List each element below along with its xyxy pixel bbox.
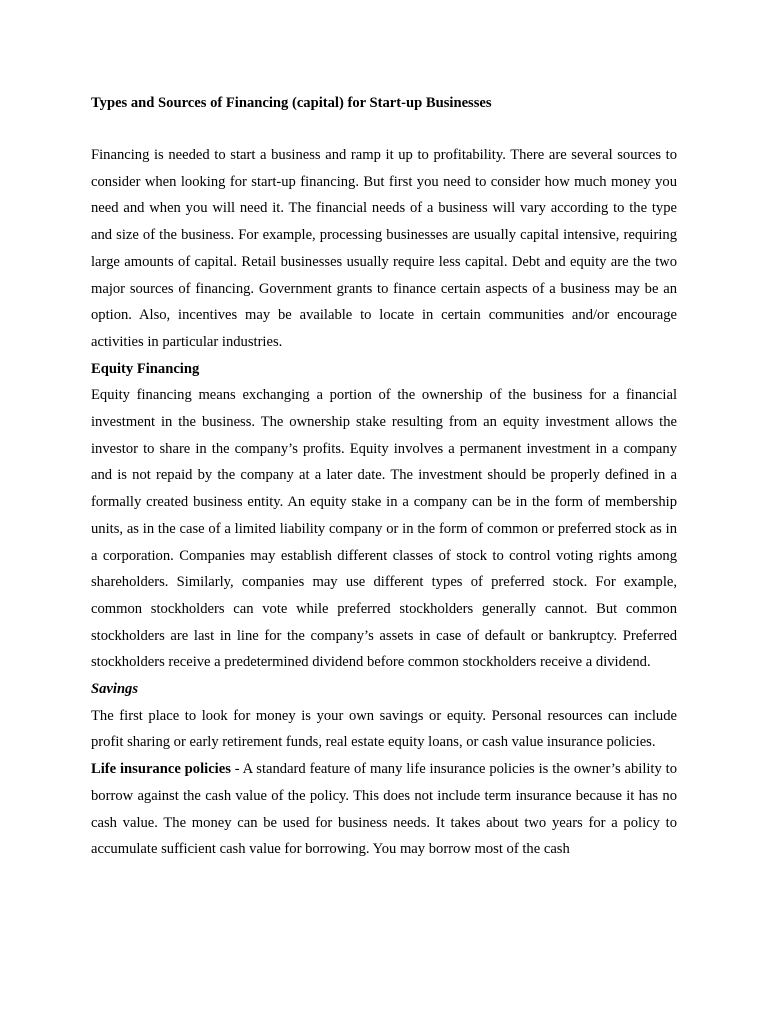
savings-paragraph: The first place to look for money is your own savings or equity. Personal resources can include profit sharing or early retirement funds, real estate equity loans, or cash value insurance policies. [91,707,677,751]
life-insurance-label: Life insurance policies [91,761,231,778]
document-body [91,90,677,863]
document-title: Types and Sources of Financing (capital) for Start-up Businesses [91,95,492,111]
savings-heading: Savings [91,681,139,698]
life-insurance-text: - A standard feature of many life insurance policies is the owner’s ability to borrow against the cash value of the policy. This does not include term insurance because it has no cash value. The money can be used for business needs. It takes about two years for a policy to accumulate sufficient cash value for borrowing. You may borrow most of the cash [91,761,678,858]
equity-financing-paragraph: Equity financing means exchanging a portion of the ownership of the business for a financial investment in the business. The ownership stake resulting from an equity investment allows the investor to share in the company’s profits. Equity involves a permanent investment in a company and is not repaid by the company at a later date. The investment should be properly defined in a formally created business entity. An equity stake in a company can be in the form of membership units, as in the case of a limited liability company or in the form of common or preferred stock as in a corporation. Companies may establish different classes of stock to control voting rights among shareholders. Similarly, companies may use different types of preferred stock. For example, common stockholders can vote while preferred stockholders generally cannot. But common stockholders are last in line for the company’s assets in case of default or bankruptcy. Preferred stockholders receive a predetermined dividend before common stockholders receive a dividend. [91,387,677,671]
equity-financing-heading: Equity Financing [91,360,200,377]
intro-paragraph: Financing is needed to start a business and ramp it up to profitability. There are several sources to consider when looking for start-up financing. But first you need to consider how much money you need and when you will need it. The financial needs of a business will vary according to the type and size of the business. For example, processing businesses are usually capital intensive, requiring large amounts of capital. Retail businesses usually require less capital. Debt and equity are the two major sources of financing. Government grants to finance certain aspects of a business may be an option. Also, incentives may be available to locate in certain communities and/or encourage activities in particular industries. [91,147,677,350]
life-insurance-paragraph [91,756,677,863]
